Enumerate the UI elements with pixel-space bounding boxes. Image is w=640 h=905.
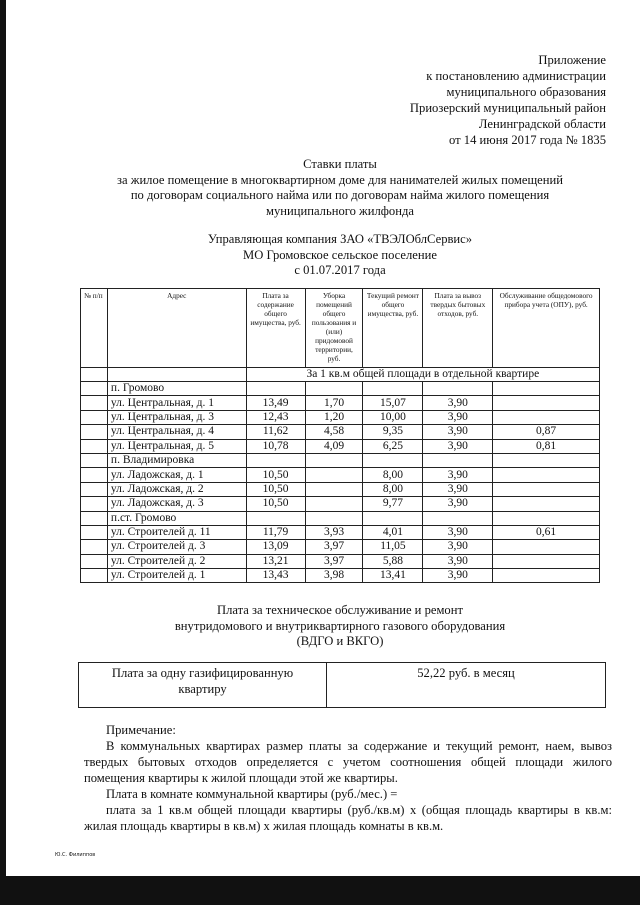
row-repair: 4,01: [363, 525, 423, 539]
header-repair: Текущий ремонт общего имущества, руб.: [363, 289, 423, 368]
row-waste: [423, 511, 493, 525]
row-address: п. Владимировка: [107, 453, 246, 467]
row-cleaning: 3,98: [305, 569, 363, 583]
row-repair: 6,25: [363, 439, 423, 453]
appendix-line: Ленинградской области: [478, 117, 606, 131]
row-meter: [493, 540, 600, 554]
gas-title-line: внутридомового и внутриквартирного газового оборудования: [174, 618, 506, 633]
gas-label-cell: [79, 663, 327, 708]
appendix-line: к постановлению администрации: [426, 69, 606, 83]
row-maintenance: [246, 511, 305, 525]
row-maintenance: 13,21: [246, 554, 305, 568]
notes-paragraph: плата за 1 кв.м общей площади квартиры (руб./кв.м) х (общая площадь квартиры в кв.м: жилая площадь квартиры в кв.м) х жилая площадь комнаты в кв.м.: [84, 803, 612, 833]
row-address: ул. Ладожская, д. 2: [107, 482, 246, 496]
row-meter: 0,81: [493, 439, 600, 453]
row-cleaning: 3,97: [305, 554, 363, 568]
notes-paragraph: В коммунальных квартирах размер платы за содержание и текущий ремонт, наем, вывоз твердых бытовых отходов определяется с учетом соотношения общей площади жилого помещения квартиры к жилой площади этой же квартиры.: [84, 739, 612, 785]
appendix-line: муниципального образования: [446, 85, 606, 99]
table-subheader-row: [81, 368, 600, 382]
row-cleaning: 3,97: [305, 540, 363, 554]
table-row: [81, 410, 600, 424]
row-number: [81, 569, 108, 583]
row-meter: [493, 569, 600, 583]
row-repair: 9,35: [363, 425, 423, 439]
row-maintenance: [246, 453, 305, 467]
gas-table: [78, 662, 606, 708]
row-cleaning: [305, 482, 363, 496]
header-maintenance: Плата за содержание общего имущества, руб.: [246, 289, 305, 368]
row-waste: [423, 453, 493, 467]
row-waste: 3,90: [423, 540, 493, 554]
row-maintenance: 10,50: [246, 497, 305, 511]
row-address: ул. Центральная, д. 1: [107, 396, 246, 410]
table-row: [81, 540, 600, 554]
row-cleaning: [305, 497, 363, 511]
appendix-line: от 14 июня 2017 года № 1835: [449, 133, 606, 147]
title-line: муниципального жилфонда: [266, 203, 414, 218]
row-meter: [493, 382, 600, 396]
notes-block: [84, 722, 612, 834]
row-maintenance: 12,43: [246, 410, 305, 424]
row-waste: 3,90: [423, 569, 493, 583]
document-title: [60, 157, 620, 219]
row-maintenance: 10,50: [246, 482, 305, 496]
header-number: № п/п: [81, 289, 108, 368]
table-row: [81, 439, 600, 453]
table-row: [81, 468, 600, 482]
row-waste: 3,90: [423, 396, 493, 410]
company-line: МО Громовское сельское поселение: [243, 247, 437, 262]
row-meter: [493, 482, 600, 496]
row-waste: 3,90: [423, 410, 493, 424]
appendix-block: [410, 52, 606, 148]
notes-heading: Примечание:: [106, 723, 176, 737]
row-cleaning: [305, 511, 363, 525]
rates-table: [80, 288, 600, 583]
row-number: [81, 410, 108, 424]
title-line: Ставки платы: [303, 157, 377, 171]
row-number: [81, 382, 108, 396]
row-repair: 15,07: [363, 396, 423, 410]
row-number: [81, 525, 108, 539]
row-waste: 3,90: [423, 425, 493, 439]
company-line: с 01.07.2017 года: [294, 263, 386, 277]
header-address: Адрес: [107, 289, 246, 368]
row-waste: [423, 382, 493, 396]
row-waste: 3,90: [423, 439, 493, 453]
row-repair: [363, 511, 423, 525]
row-cleaning: 1,20: [305, 410, 363, 424]
row-address: ул. Строителей д. 1: [107, 569, 246, 583]
table-header-row: [81, 289, 600, 368]
table-row: [81, 569, 600, 583]
table-row: [81, 396, 600, 410]
company-line: Управляющая компания ЗАО «ТВЭЛОблСервис»: [207, 232, 473, 246]
row-address: ул. Центральная, д. 4: [107, 425, 246, 439]
row-waste: 3,90: [423, 554, 493, 568]
row-cleaning: 1,70: [305, 396, 363, 410]
row-maintenance: 11,79: [246, 525, 305, 539]
row-waste: 3,90: [423, 468, 493, 482]
row-repair: 9,77: [363, 497, 423, 511]
row-address: ул. Ладожская, д. 1: [107, 468, 246, 482]
row-meter: [493, 511, 600, 525]
row-maintenance: 11,62: [246, 425, 305, 439]
scan-left-edge: [0, 0, 6, 905]
row-repair: 13,41: [363, 569, 423, 583]
row-address: ул. Ладожская, д. 3: [107, 497, 246, 511]
table-row: [81, 497, 600, 511]
executor-name: Ю.С. Филиппов: [55, 852, 96, 858]
appendix-line: Приложение: [538, 53, 606, 67]
title-line: по договорам социального найма или по договорам найма жилого помещения: [130, 188, 550, 202]
row-cleaning: 4,58: [305, 425, 363, 439]
scan-bottom-edge: [0, 876, 640, 905]
row-cleaning: 4,09: [305, 439, 363, 453]
row-repair: [363, 382, 423, 396]
row-number: [81, 497, 108, 511]
title-line: за жилое помещение в многоквартирном доме для нанимателей жилых помещений: [117, 172, 563, 187]
table-row: [81, 554, 600, 568]
row-meter: 0,61: [493, 525, 600, 539]
row-repair: 8,00: [363, 482, 423, 496]
row-waste: 3,90: [423, 497, 493, 511]
row-address: ул. Строителей д. 2: [107, 554, 246, 568]
row-number: [81, 453, 108, 467]
row-number: [81, 482, 108, 496]
row-cleaning: [305, 468, 363, 482]
row-meter: [493, 554, 600, 568]
row-meter: [493, 410, 600, 424]
row-maintenance: 13,43: [246, 569, 305, 583]
header-waste: Плата за вывоз твердых бытовых отходов, руб.: [423, 289, 493, 368]
table-row: [81, 453, 600, 467]
row-waste: 3,90: [423, 525, 493, 539]
header-meter: Обслуживание общедомового прибора учета (ОПУ), руб.: [493, 289, 600, 368]
row-number: [81, 439, 108, 453]
row-cleaning: [305, 453, 363, 467]
gas-value-cell: 52,22 руб. в месяц: [327, 663, 606, 708]
row-maintenance: 10,78: [246, 439, 305, 453]
gas-label-line: Плата за одну газифицированную: [111, 666, 294, 680]
company-block: [60, 232, 620, 279]
gas-label-line: квартиру: [178, 681, 227, 696]
row-maintenance: 10,50: [246, 468, 305, 482]
row-address: ул. Центральная, д. 3: [107, 410, 246, 424]
row-number: [81, 396, 108, 410]
row-repair: 10,00: [363, 410, 423, 424]
row-number: [81, 540, 108, 554]
row-repair: [363, 453, 423, 467]
row-address: п.ст. Громово: [107, 511, 246, 525]
subheader-label: За 1 кв.м общей площади в отдельной квартире: [246, 368, 599, 382]
table-row: [81, 425, 600, 439]
table-row: [81, 482, 600, 496]
row-waste: 3,90: [423, 482, 493, 496]
gas-row: [79, 663, 606, 708]
table-row: [81, 382, 600, 396]
row-address: ул. Строителей д. 3: [107, 540, 246, 554]
row-repair: 8,00: [363, 468, 423, 482]
appendix-line: Приозерский муниципальный район: [409, 101, 606, 115]
table-row: [81, 511, 600, 525]
row-cleaning: 3,93: [305, 525, 363, 539]
gas-title-line: (ВДГО и ВКГО): [296, 634, 384, 648]
row-address: ул. Центральная, д. 5: [107, 439, 246, 453]
row-maintenance: [246, 382, 305, 396]
row-meter: 0,87: [493, 425, 600, 439]
row-number: [81, 554, 108, 568]
row-address: ул. Строителей д. 11: [107, 525, 246, 539]
gas-title: [60, 603, 620, 650]
row-number: [81, 425, 108, 439]
row-meter: [493, 497, 600, 511]
row-address: п. Громово: [107, 382, 246, 396]
header-cleaning: Уборка помещений общего пользования и (или) придомовой территории, руб.: [305, 289, 363, 368]
row-meter: [493, 396, 600, 410]
row-cleaning: [305, 382, 363, 396]
row-number: [81, 511, 108, 525]
row-number: [81, 468, 108, 482]
row-meter: [493, 468, 600, 482]
gas-title-line: Плата за техническое обслуживание и ремонт: [217, 603, 463, 617]
table-row: [81, 525, 600, 539]
row-repair: 11,05: [363, 540, 423, 554]
notes-paragraph: Плата в комнате коммунальной квартиры (руб./мес.) =: [106, 787, 398, 801]
row-meter: [493, 453, 600, 467]
row-maintenance: 13,09: [246, 540, 305, 554]
row-maintenance: 13,49: [246, 396, 305, 410]
row-repair: 5,88: [363, 554, 423, 568]
